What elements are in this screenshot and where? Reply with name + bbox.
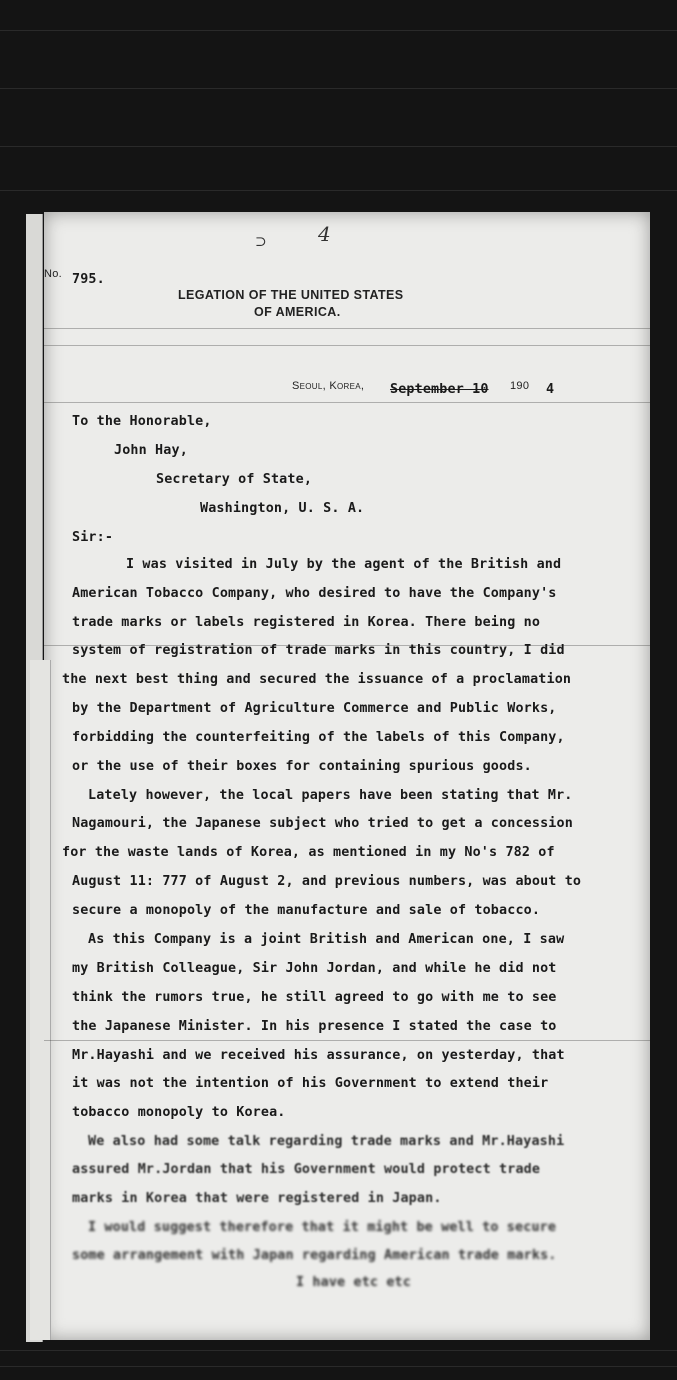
body-line-12: August 11: 777 of August 2, and previous numbers, was about to — [72, 874, 582, 889]
date-line: September 10 — [390, 382, 489, 397]
body-line-6: by the Department of Agriculture Commerce and Public Works, — [72, 701, 557, 716]
body-line-14: As this Company is a joint British and American one, I saw — [88, 932, 565, 947]
place-line: Seoul, Korea, — [292, 380, 365, 392]
address-line-1: To the Honorable, — [72, 414, 212, 429]
closing-line: I have etc etc — [296, 1275, 411, 1290]
body-line-7: forbidding the counterfeiting of the labels of this Company, — [72, 730, 565, 745]
body-line-11: for the waste lands of Korea, as mentioned in my No's 782 of — [62, 845, 555, 860]
body-line-17: the Japanese Minister. In his presence I stated the case to — [72, 1019, 557, 1034]
page-number-handwritten: 4 — [318, 222, 331, 246]
letterhead-line-2: OF AMERICA. — [254, 305, 341, 319]
body-line-13: secure a monopoly of the manufacture and sale of tobacco. — [72, 903, 541, 918]
body-line-10: Nagamouri, the Japanese subject who tried to get a concession — [72, 816, 573, 831]
body-line-19: it was not the intention of his Government to extend their — [72, 1076, 549, 1091]
body-line-2: American Tobacco Company, who desired to have the Company's — [72, 586, 557, 601]
body-line-1: I was visited in July by the agent of the British and — [126, 557, 562, 572]
address-line-2: John Hay, — [114, 443, 188, 458]
letterhead-line-1: LEGATION OF THE UNITED STATES — [178, 288, 404, 302]
body-line-15: my British Colleague, Sir John Jordan, and while he did not — [72, 961, 557, 976]
body-line-21: We also had some talk regarding trade marks and Mr.Hayashi — [88, 1134, 565, 1149]
salutation: Sir:- — [72, 530, 114, 545]
page-edge-strip-lower — [30, 660, 51, 1340]
body-line-5: the next best thing and secured the issuance of a proclamation — [62, 672, 572, 687]
number-label: No. — [44, 268, 63, 280]
page-mark-hook: ⊃ — [255, 234, 267, 250]
body-line-4: system of registration of trade marks in this country, I did — [72, 643, 565, 658]
body-line-3: trade marks or labels registered in Korea. There being no — [72, 615, 541, 630]
body-line-8: or the use of their boxes for containing spurious goods. — [72, 759, 532, 774]
body-line-22: assured Mr.Jordan that his Government would protect trade — [72, 1162, 541, 1177]
address-line-4: Washington, U. S. A. — [200, 501, 365, 516]
body-line-25: some arrangement with Japan regarding American trade marks. — [72, 1248, 557, 1263]
body-line-24: I would suggest therefore that it might be well to secure — [88, 1220, 557, 1235]
address-line-3: Secretary of State, — [156, 472, 313, 487]
despatch-number: 795. — [72, 272, 105, 287]
body-line-9: Lately however, the local papers have been stating that Mr. — [88, 788, 573, 803]
year-suffix: 4 — [546, 382, 555, 397]
body-line-20: tobacco monopoly to Korea. — [72, 1105, 286, 1120]
body-line-18: Mr.Hayashi and we received his assurance, on yesterday, that — [72, 1048, 565, 1063]
year-prefix: 190 — [510, 380, 530, 392]
body-line-23: marks in Korea that were registered in Japan. — [72, 1191, 442, 1206]
body-line-16: think the rumors true, he still agreed to go with me to see — [72, 990, 557, 1005]
